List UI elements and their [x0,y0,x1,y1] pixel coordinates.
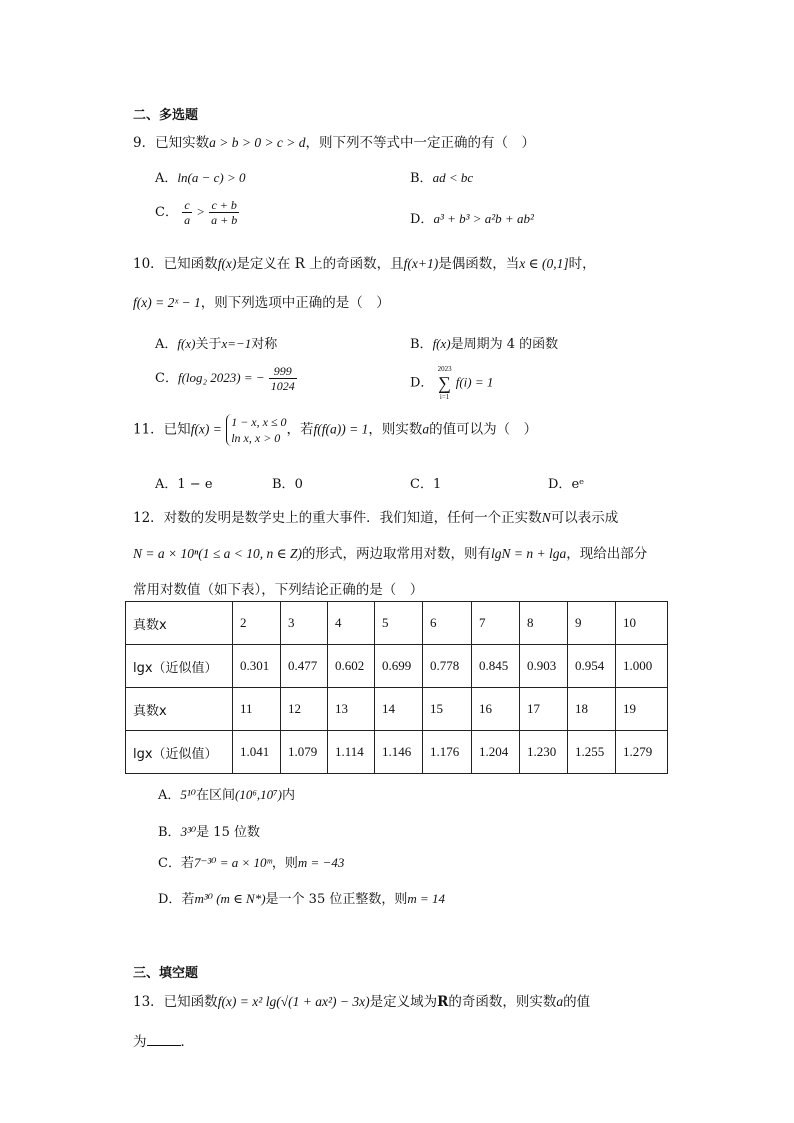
table-cell: 0.778 [423,645,472,688]
option-label: D． [158,892,182,907]
sum-upper: 2023 [437,365,452,373]
table-cell: 1.230 [520,731,568,774]
table-cell: 1.255 [568,731,616,774]
table-cell: 17 [520,688,568,731]
relation: > [196,204,206,219]
q12-option-b[interactable] [158,821,260,840]
option-label: C． [158,856,181,871]
math: m = 14 [407,891,446,906]
table-cell: 真数x [126,602,233,645]
q9-option-b-math: ad < bc [432,170,474,185]
table-cell: 1.000 [616,645,668,688]
math: x ∈ (0,1] [519,256,569,271]
table-cell: 0.954 [568,645,616,688]
table-cell: 1.041 [233,731,281,774]
q9-c-lhs-fraction [182,198,192,227]
table-cell: 1.114 [328,731,375,774]
section-title-fill-in: 三、填空题 [133,966,199,981]
q9-option-c[interactable] [155,198,239,227]
table-cell: 3 [281,602,328,645]
table-cell: 1.279 [616,731,668,774]
table-cell: 7 [472,602,520,645]
math: 7⁻³⁰ = a × 10ᵐ [193,855,272,870]
option-label: D． [548,477,572,492]
table-cell: 15 [423,688,472,731]
piecewise-function [226,414,286,446]
table-cell: lgx（近似值） [126,731,233,774]
q9-stem-post: ，则下列不等式中一定正确的有（ ） [305,135,536,151]
table-cell: 13 [328,688,375,731]
sigma-icon: ∑ [438,373,451,393]
q9-option-d-math: a³ + b³ > a²b + ab² [433,211,534,226]
text: 的值可以为（ ） [429,421,538,438]
q10-c-fraction [269,364,297,393]
math: x=−1 [221,336,252,351]
table-cell: 2 [233,602,281,645]
text: 是偶函数，当 [438,256,520,272]
table-cell: 19 [616,688,668,731]
table-cell: 真数x [126,688,233,731]
math: 3³⁰ [180,824,197,839]
q9-option-a-math: ln(a − c) > 0 [177,170,246,185]
table-cell: 1.176 [423,731,472,774]
denominator: a [184,213,191,227]
table-cell: 8 [520,602,568,645]
numerator: c [182,198,192,213]
option-label: B． [410,337,433,352]
text: ． [180,1034,194,1050]
question-10-stem-line2 [133,291,390,311]
table-cell: 6 [423,602,472,645]
text: 13．已知函数 [133,994,218,1010]
text: ，则实数 [368,421,423,438]
table-cell: 16 [472,688,520,731]
q12-option-d[interactable] [158,888,445,907]
math: a [556,994,564,1009]
table-row [126,731,668,774]
math: N [541,510,551,525]
math: f(x) [177,336,196,351]
option-label: C． [410,477,433,492]
math: f(x) = 2ˣ − 1 [133,295,201,310]
math: f(log₂ 2023) = − [177,370,265,385]
denominator: a + b [211,213,238,227]
table-cell: 0.477 [281,645,328,688]
numerator: 999 [269,364,297,379]
text: 的奇函数，则实数 [448,994,557,1010]
sum-lower: i=1 [439,393,450,401]
math: 1 [432,477,442,492]
option-label: A． [155,337,178,352]
q12-option-c[interactable] [158,852,344,871]
case-1: 1 − x, x ≤ 0 [231,415,287,429]
math: 1 − e [177,477,213,492]
option-label: A． [155,477,178,492]
log-table [125,601,668,774]
math: f(x) [217,256,237,271]
q11-option-b[interactable] [272,473,303,492]
text: 对称 [251,337,278,352]
table-cell: 9 [568,602,616,645]
table-cell: 11 [233,688,281,731]
table-cell: 1.079 [281,731,328,774]
table-cell: 10 [616,602,668,645]
text: ，若 [286,421,314,438]
text: 的形式，两边取常用对数，则有 [302,546,491,562]
denominator: 1024 [270,379,295,393]
table-cell: 0.699 [375,645,423,688]
math: eᵉ [571,477,585,492]
text: 是周期为 4 的函数 [450,337,559,352]
option-label: C． [155,371,178,386]
q11-option-c[interactable] [410,473,441,492]
option-label: D． [410,375,434,391]
math: 0 [294,477,303,492]
table-cell: 18 [568,688,616,731]
option-label: B． [272,477,295,492]
q11-option-d[interactable] [548,473,584,492]
text: 关于 [195,337,222,352]
table-cell: 12 [281,688,328,731]
question-12-stem-line2 [133,542,647,562]
q10-option-b[interactable] [410,333,558,352]
text: 在区间 [196,788,236,803]
math: a [422,421,430,437]
text: 内 [281,788,295,803]
math: f(x) [432,336,451,351]
table-row [126,602,668,645]
text: 是定义域为 [369,994,438,1010]
text: ，则 [271,856,298,871]
table-cell: 0.845 [472,645,520,688]
math: 5¹⁰ [180,787,196,802]
option-label: D． [410,212,434,227]
math: m = −43 [297,855,345,870]
question-11-stem [133,414,537,446]
math: N = a × 10ⁿ(1 ≤ a < 10, n ∈ Z) [133,546,302,561]
text: 的值 [563,994,591,1010]
summation-symbol [438,364,452,402]
question-10-stem-line1 [133,252,596,272]
q10-option-a[interactable] [155,333,277,352]
text: 是 15 位数 [196,825,260,840]
text: 11．已知 [133,421,191,438]
question-9-stem [133,131,535,151]
math: f(x) = [190,421,222,437]
table-cell: 0.301 [233,645,281,688]
text: 12．对数的发明是数学史上的重大事件．我们知道，任何一个正实数 [133,510,542,526]
math: lgN = n + lga [491,546,567,561]
numerator: c + b [209,198,239,213]
math: f(f(a)) = 1 [313,421,369,437]
table-row [126,645,668,688]
text: 是一个 35 位正整数，则 [265,892,408,907]
table-cell: 0.602 [328,645,375,688]
option-label: B． [158,825,181,840]
text: 若 [180,856,194,871]
table-cell: lgx（近似值） [126,645,233,688]
q9-option-b[interactable] [410,167,473,186]
q9-option-d[interactable] [410,208,534,227]
section-title-multiple-choice: 二、多选题 [133,108,199,123]
option-label: B． [410,171,433,186]
text: 时， [568,256,596,272]
text: 若 [181,892,195,907]
q10-option-c[interactable] [155,364,297,393]
math: f(x) = x² lg(√(1 + ax²) − 3x) [217,994,370,1009]
option-label: C． [155,205,178,220]
case-2: ln x, x > 0 [231,431,281,445]
question-12-stem-line3: 常用对数值（如下表），下列结论正确的是（ ） [133,582,424,598]
table-cell: 0.903 [520,645,568,688]
option-label: A． [158,788,181,803]
q9-option-a[interactable] [155,167,245,186]
math: f(i) = 1 [455,374,494,390]
q9-stem-math: a > b > 0 > c > d [209,135,306,150]
table-cell: 14 [375,688,423,731]
table-cell: 5 [375,602,423,645]
table-cell: 1.204 [472,731,520,774]
math: (10⁶,10⁷) [235,787,282,802]
option-label: A． [155,171,178,186]
math: m³⁰ (m ∈ N*) [194,891,266,906]
question-12-stem-line1 [133,506,618,526]
math: R [437,994,449,1010]
text: 为 [133,1034,147,1050]
question-13-stem-line1 [133,990,590,1010]
question-13-stem-line2 [133,1030,194,1050]
table-cell: 4 [328,602,375,645]
q10-option-d[interactable] [410,364,493,402]
table-cell: 1.146 [375,731,423,774]
math: f(x+1) [403,256,439,271]
q12-option-a[interactable] [158,784,295,803]
text: 是定义在 R 上的奇函数，且 [236,256,404,272]
q9-c-rhs-fraction [209,198,239,227]
text: ，现给出部分 [566,546,648,562]
q9-stem-pre: 9．已知实数 [133,135,210,151]
answer-blank[interactable] [147,1033,181,1046]
text: 10．已知函数 [133,256,218,272]
table-row [126,688,668,731]
text: 可以表示成 [550,510,619,526]
q11-option-a[interactable] [155,473,213,492]
text: ，则下列选项中正确的是（ ） [200,295,390,311]
